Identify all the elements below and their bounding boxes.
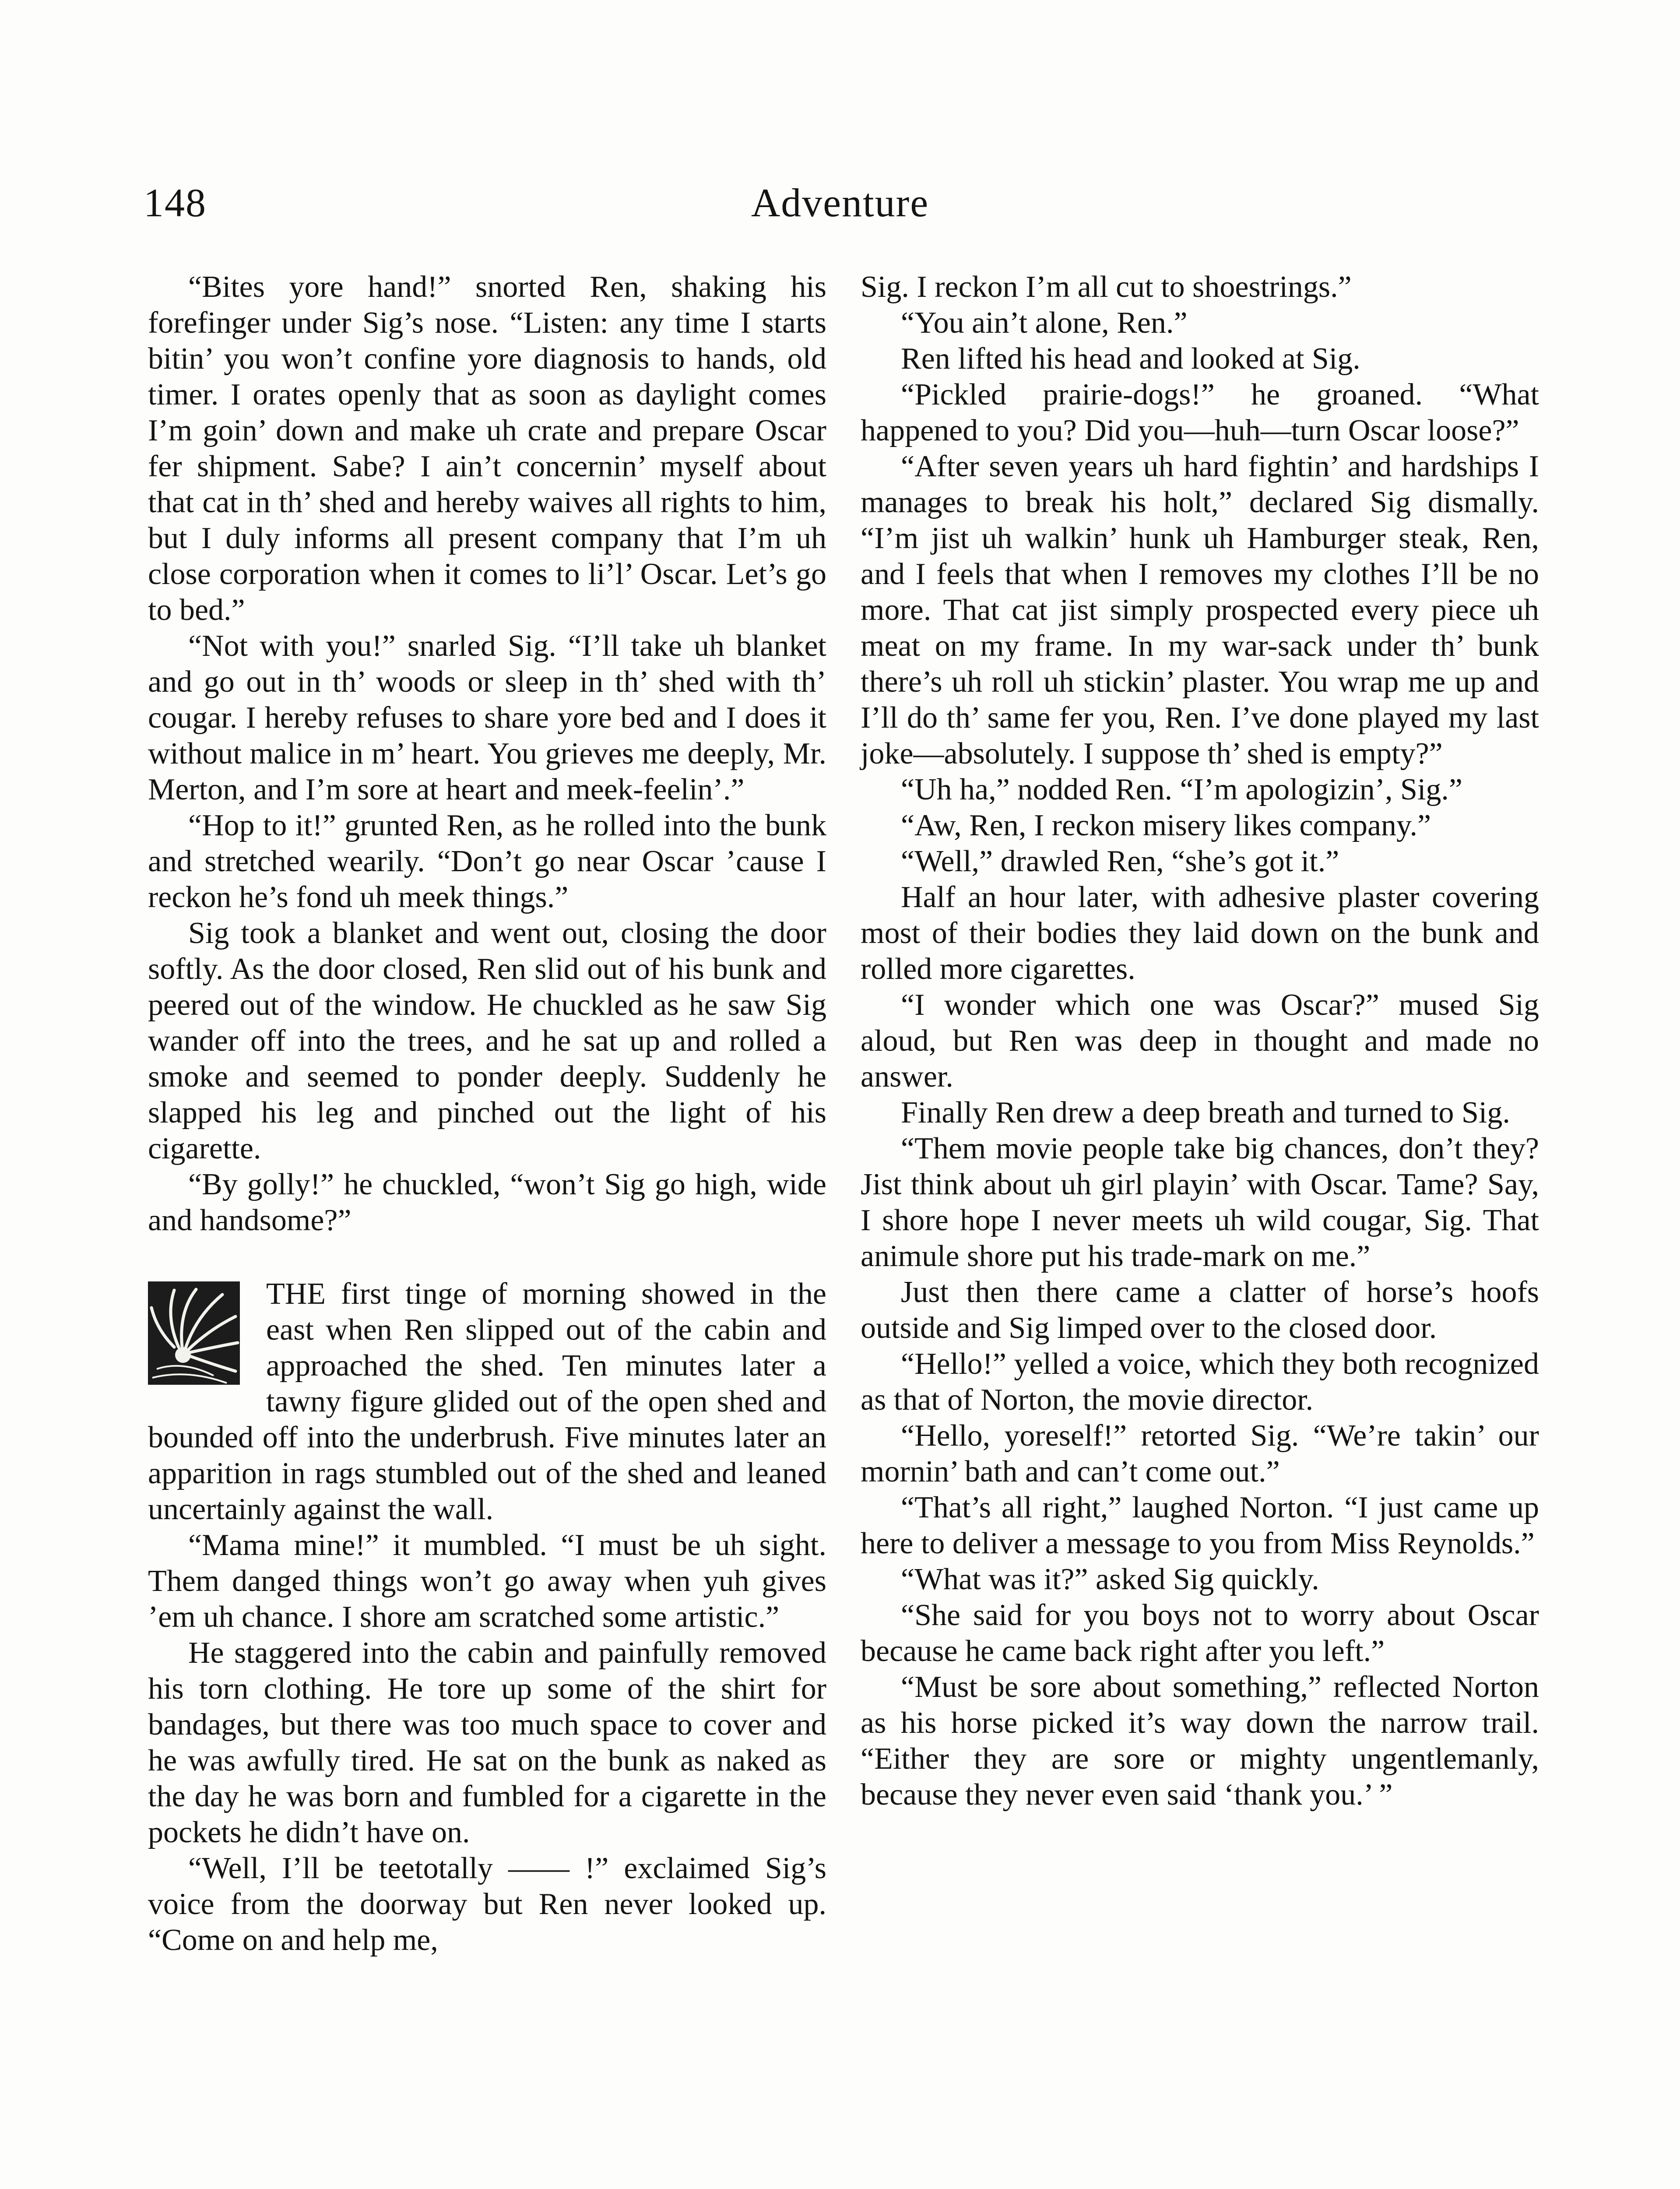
paragraph: “Hello, yoreself!” retorted Sig. “We’re takin’ our mornin’ bath and can’t come out.” <box>861 1419 1539 1489</box>
paragraph: Sig took a blanket and went out, closing the door softly. As the door closed, Ren slid out of his bunk and peered out of the window. He chuckled as he saw Sig wander off into the trees, and he sat up and rolled a smoke and seemed to ponder deeply. Suddenly he slapped his leg and pinched out the light of his cigarette. <box>148 916 826 1165</box>
paragraph: He staggered into the cabin and painfully removed his torn clothing. He tore up some of the shirt for bandages, but there was too much space to cover and he was awfully tired. He sat on the bunk as naked as the day he was born and fumbled for a cigarette in the pockets he didn’t have on. <box>148 1636 826 1849</box>
page-header <box>0 174 1680 231</box>
paragraph: “She said for you boys not to worry about Oscar because he came back right after you left.” <box>861 1598 1539 1668</box>
paragraph: “Bites yore hand!” snorted Ren, shaking his forefinger under Sig’s nose. “Listen: any time I starts bitin’ you won’t confine yore diagnosis to hands, old timer. I orates openly that as soon as daylight comes I’m goin’ down and make uh crate and prepare Oscar fer shipment. Sabe? I ain’t concernin’ myself about that cat in th’ shed and hereby waives all rights to him, but I duly informs all present company that I’m uh close corporation when it comes to li’l’ Oscar. Let’s go to bed.” <box>148 270 826 627</box>
paragraph: “By golly!” he chuckled, “won’t Sig go high, wide and handsome?” <box>148 1168 826 1237</box>
paragraph: “You ain’t alone, Ren.” <box>901 306 1188 340</box>
paragraph: “After seven years uh hard fightin’ and hardships I manages to break his holt,” declared Sig dismally. “I’m jist uh walkin’ hunk uh Hamburger steak, Ren, and I feels that when I removes my clothes I’ll be no more. That cat jist simply prospected every piece uh meat on my frame. In my war-sack under th’ bunk there’s uh roll uh stickin’ plaster. You wrap me up and I’ll do th’ same fer you, Ren. I’ve done played my last joke—absolutely. I suppose th’ shed is empty?” <box>861 450 1539 771</box>
paragraph: “What was it?” asked Sig quickly. <box>901 1563 1319 1596</box>
paragraph: “Well,” drawled Ren, “she’s got it.” <box>901 845 1339 878</box>
paragraph: “Must be sore about something,” reflected Norton as his horse picked it’s way down the narrow trail. “Either they are sore or mighty ungentlemanly, because they never even said ‘thank you.’ ” <box>861 1670 1539 1812</box>
paragraph: Ren lifted his head and looked at Sig. <box>901 342 1360 376</box>
continued-paragraph: Sig. I reckon I’m all cut to shoestrings.” <box>861 270 1352 304</box>
paragraph: “Them movie people take big chances, don’t they? Jist think about uh girl playin’ with Oscar. Tame? Say, I shore hope I never meets uh wild cougar, Sig. That animule shore put his trade-mark on me.” <box>861 1132 1539 1273</box>
right-column <box>861 269 1539 1813</box>
sunburst-ornament-icon <box>148 1281 240 1385</box>
paragraph: “Pickled prairie-dogs!” he groaned. “What happened to you? Did you—huh—turn Oscar loose?” <box>861 378 1539 447</box>
paragraph: “Mama mine!” it mumbled. “I must be uh sight. Them danged things won’t go away when yuh gives ’em uh chance. I shore am scratched some artistic.” <box>148 1528 826 1634</box>
running-title: Adventure <box>751 180 929 225</box>
paragraph: “Hop to it!” grunted Ren, as he rolled into the bunk and stretched wearily. “Don’t go near Oscar ’cause I reckon he’s fond uh meek things.” <box>148 809 826 914</box>
paragraph: “I wonder which one was Oscar?” mused Sig aloud, but Ren was deep in thought and made no answer. <box>861 988 1539 1094</box>
paragraph: “Aw, Ren, I reckon misery likes company.” <box>901 809 1431 842</box>
paragraph: “Hello!” yelled a voice, which they both recognized as that of Norton, the movie director. <box>861 1347 1539 1417</box>
paragraph: Half an hour later, with adhesive plaster covering most of their bodies they laid down on the bunk and rolled more cigarettes. <box>861 880 1539 986</box>
paragraph: “Uh ha,” nodded Ren. “I’m apologizin’, Sig.” <box>901 773 1462 806</box>
paragraph: Finally Ren drew a deep breath and turned to Sig. <box>901 1096 1510 1130</box>
page-number: 148 <box>144 180 207 225</box>
paragraph: “Not with you!” snarled Sig. “I’ll take uh blanket and go out in th’ woods or sleep in th’ shed with th’ cougar. I hereby refuses to share yore bed and I does it without malice in m’ heart. You grieves me deeply, Mr. Merton, and I’m sore at heart and meek-feelin’.” <box>148 629 826 806</box>
section-lead-paragraph: THE first tinge of morning showed in the east when Ren slipped out of the cabin and approached the shed. Ten minutes later a tawny figure glided out of the open shed and bounded off into the underbrush. Five minutes later an apparition in rags stumbled out of the shed and leaned uncertainly against the wall. <box>148 1277 826 1526</box>
section-break <box>148 1276 826 1527</box>
paragraph: Just then there came a clatter of horse’s hoofs outside and Sig limped over to the closed door. <box>861 1275 1539 1345</box>
paragraph: “Well, I’ll be teetotally —— !” exclaimed Sig’s voice from the doorway but Ren never looked up. “Come on and help me, <box>148 1851 826 1957</box>
left-column <box>148 269 826 1958</box>
paragraph: “That’s all right,” laughed Norton. “I just came up here to deliver a message to you from Miss Reynolds.” <box>861 1491 1539 1560</box>
